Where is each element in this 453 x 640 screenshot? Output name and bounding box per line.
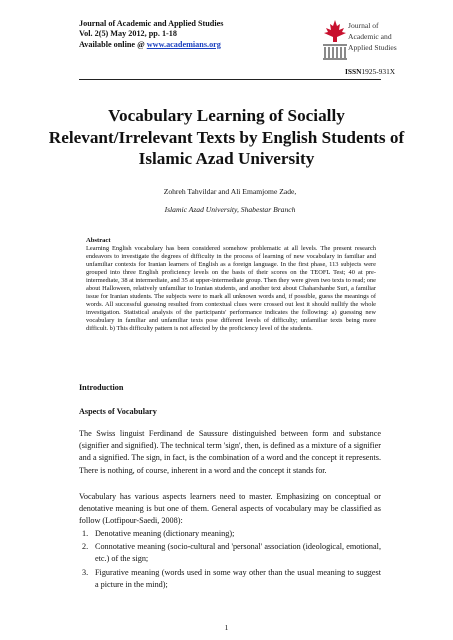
list-item-number: 3. xyxy=(82,567,89,577)
list-item xyxy=(79,567,381,591)
body-paragraph-2: Vocabulary has various aspects learners need to master. Emphasizing on conceptual or denotative meaning is but one of them. General aspects of vocabulary may be classified as follow (Lotfipour-Saedi, 2008): xyxy=(79,492,381,526)
logo-line-2: Academic and xyxy=(348,32,392,41)
list-item-text: Figurative meaning (words used in some way other than the usual meaning to suggest a picture in the mind); xyxy=(95,567,381,589)
list-item xyxy=(79,541,381,565)
maple-leaf-icon xyxy=(324,20,346,42)
issn-value: 1925-931X xyxy=(361,67,396,76)
logo-line-3: Applied Studies xyxy=(348,43,397,52)
authors: Zohreh Tahvildar and Ali Emamjome Zade, xyxy=(163,187,297,196)
issn-label: ISSN xyxy=(345,67,362,76)
available-online xyxy=(79,40,223,50)
abstract-heading: Abstract xyxy=(86,237,111,244)
list-item-number: 1. xyxy=(82,529,89,538)
abstract-text: Learning English vocabulary has been considered somehow problematic at all levels. The present research endeavors to investigate the degrees of difficulty in the process of learning of new vocabulary in familiar and unfamiliar contexts for Iranian learners of English as a foreign language. In the first phase, 113 subjects were grouped into three English proficiency levels on the basis of their scores on the TEOFL Test; 40 at pre-intermediate, 38 at intermediate, and 35 at upper-intermediate group. Then they were given two texts to read; one about Halloween, relatively unfamiliar to Iranian students, and another text about Chaharshanbe Suri, a familiar issue for Iranian students. The subjects were to mark all unknown words and, if possible, guess the meanings of words. All successful guessing resulted from contextual clues were crossed out lest it should nullify the whole investigation. Statistical analysis of the participants' performance indicates the following: a) guessing new vocabulary in familiar and unfamiliar texts pose different levels of difficulty; unfamiliar texts being more difficult. b) This difficulty pattern is not affected by the proficiency level of the students. xyxy=(86,245,376,333)
abstract xyxy=(86,237,376,334)
list-item-text: Connotative meaning (socio-cultural and 'personal' association (ideological, emotional, etc.) of the sign; xyxy=(95,542,381,564)
affiliation: Islamic Azad University, Shabestar Branch xyxy=(164,205,296,214)
issn xyxy=(345,67,395,76)
page-number: 1 xyxy=(224,623,229,632)
volume-line: Vol. 2(5) May 2012, pp. 1-18 xyxy=(79,29,177,39)
list-item-text: Denotative meaning (dictionary meaning); xyxy=(95,529,235,538)
columns-icon xyxy=(323,44,347,60)
header-rule xyxy=(79,79,381,80)
journal-name: Journal of Academic and Applied Studies xyxy=(79,19,224,28)
logo-text xyxy=(348,20,397,53)
journal-info xyxy=(79,19,223,50)
list-item xyxy=(79,528,381,540)
paper-title: Vocabulary Learning of Socially Relevant/Irrelevant Texts by English Students of Islamic Azad University xyxy=(48,106,405,168)
aspects-list xyxy=(79,528,381,592)
journal-website-link[interactable]: www.academians.org xyxy=(146,39,221,49)
body-paragraph-1: The Swiss linguist Ferdinand de Saussure distinguished between form and substance (signifier and signified). The technical term 'sign', then, is defined as a mixture of a signifier and a signified. The sign, in fact, is the combination of a word and the concept it represents. There is nothing, of course, inherent in a word and the concept it stands for. xyxy=(79,429,381,475)
available-prefix: Available online @ xyxy=(79,39,147,49)
logo-line-1: Journal of xyxy=(348,21,379,30)
section-heading-aspects: Aspects of Vocabulary xyxy=(79,407,157,416)
list-item-number: 2. xyxy=(82,542,89,552)
section-heading-introduction: Introduction xyxy=(79,383,124,392)
